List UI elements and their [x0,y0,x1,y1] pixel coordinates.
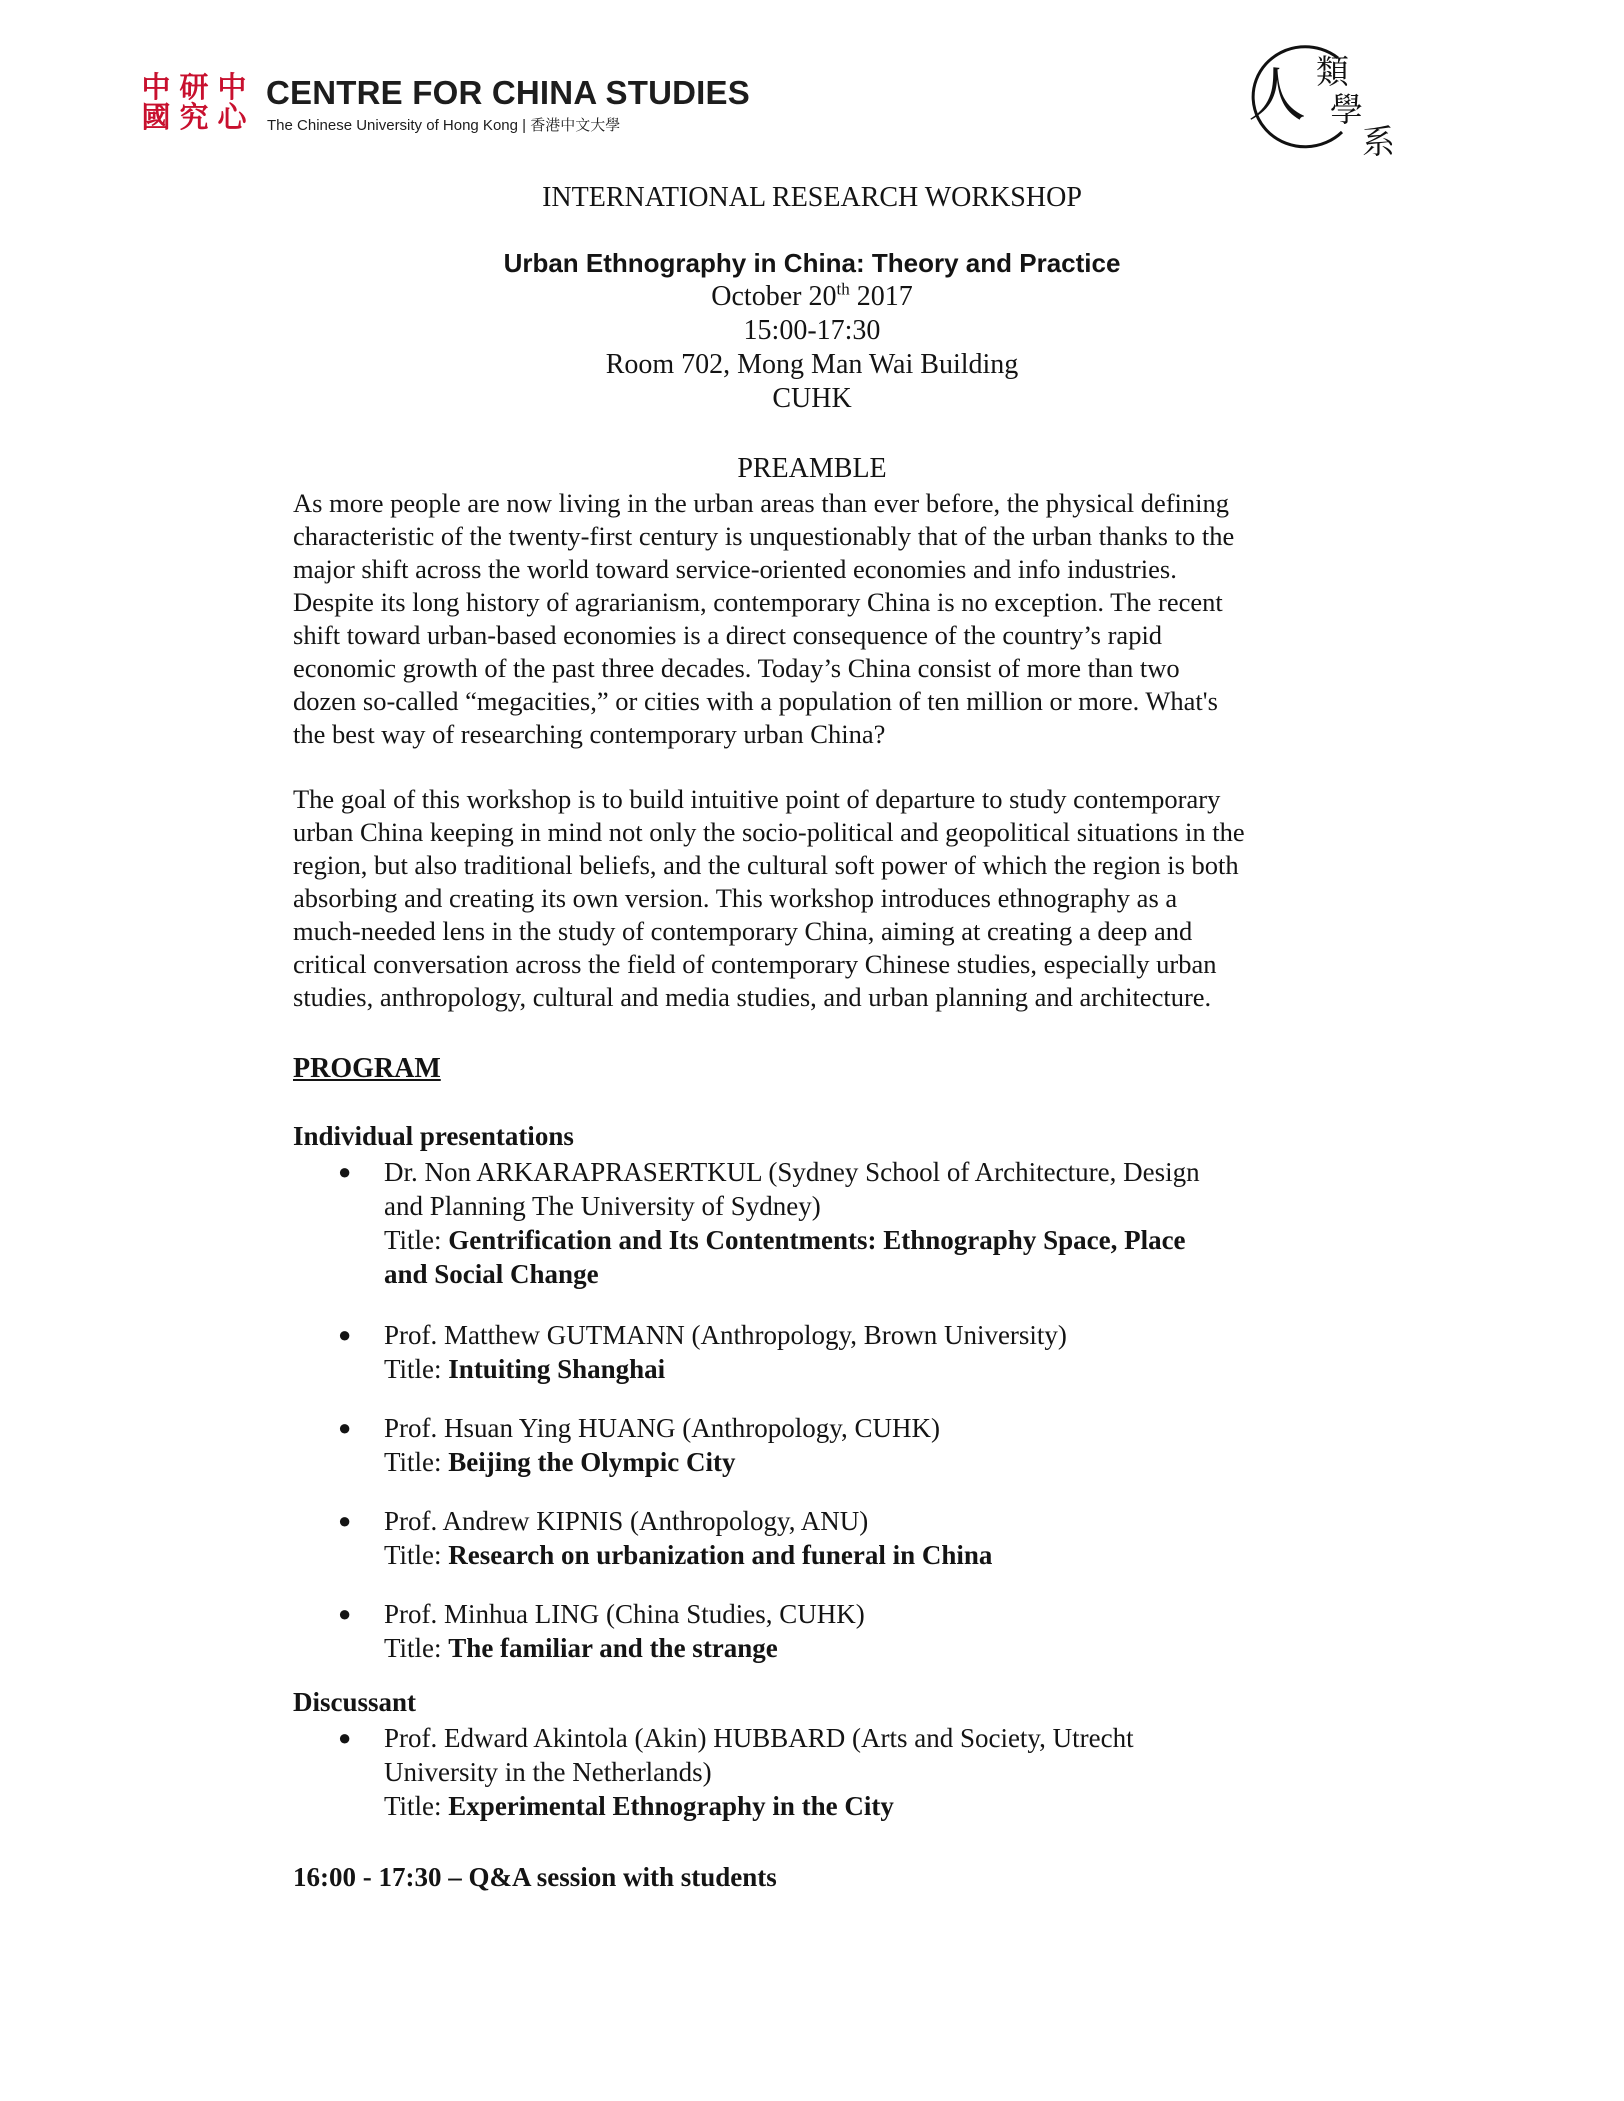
bullet-icon: ● [338,1725,352,1750]
logo-glyph: 系 [1362,122,1395,161]
discussant-heading: Discussant [293,1687,417,1717]
bullet-icon: ● [338,1415,352,1440]
preamble-heading: PREAMBLE [737,453,887,484]
bullet-icon: ● [338,1601,352,1626]
cfcs-logo-mark [137,70,252,134]
workshop-heading: INTERNATIONAL RESEARCH WORKSHOP [542,182,1082,213]
cfcs-logo-name: CENTRE FOR CHINA STUDIES [266,74,750,111]
presenter-name: Dr. Non ARKARAPRASERTKUL (Sydney School of Architecture, Design [384,1157,1200,1187]
workshop-theme: Urban Ethnography in China: Theory and Practice [503,248,1121,278]
workshop-place: CUHK [772,383,852,414]
logo-glyph: 學 [1330,90,1363,129]
paragraph-line: Despite its long history of agrarianism, contemporary China is no exception. The recent [293,587,1223,617]
discussant-name: University in the Netherlands) [384,1757,712,1787]
presentation-title: Title: Beijing the Olympic City [384,1447,736,1477]
presenter-name: Prof. Hsuan Ying HUANG (Anthropology, CUHK) [384,1413,940,1443]
preamble-paragraph-2 [293,783,1363,1014]
presenter-item [338,1318,1384,1386]
logo-glyph: 國 [141,100,171,134]
discussant-item [338,1721,1384,1823]
logo-glyph: 中 [141,70,171,104]
bullet-icon: ● [338,1159,352,1184]
presenter-item [338,1155,1384,1291]
workshop-venue: Room 702, Mong Man Wai Building [605,349,1019,380]
workshop-date: October 20th 2017 [711,279,913,312]
bullet-icon: ● [338,1508,352,1533]
paragraph-line: The goal of this workshop is to build intuitive point of departure to study contemporary [293,784,1221,814]
logo-glyph: 研 [179,70,209,104]
qa-session: 16:00 - 17:30 – Q&A session with students [293,1862,777,1892]
paragraph-line: absorbing and creating its own version. This workshop introduces ethnography as a [293,883,1178,913]
logo-glyph: 人 [1248,61,1307,129]
paragraph-line: studies, anthropology, cultural and media studies, and urban planning and architecture. [293,982,1212,1012]
program-heading: PROGRAM [293,1053,441,1084]
anthropology-logo [1230,40,1420,161]
workshop-time: 15:00-17:30 [743,315,881,346]
presentation-title: Title: Intuiting Shanghai [384,1354,666,1384]
individual-presentations-heading: Individual presentations [293,1121,574,1151]
presenter-item [338,1504,1384,1572]
cfcs-logo-subtitle: The Chinese University of Hong Kong | 香港中文大學 [267,117,621,134]
presentation-title: Title: The familiar and the strange [384,1633,778,1663]
paragraph-line: region, but also traditional beliefs, and the cultural soft power of which the region is both [293,850,1239,880]
presentation-title: and Social Change [384,1259,599,1289]
presenter-name: Prof. Andrew KIPNIS (Anthropology, ANU) [384,1506,869,1536]
preamble-paragraph-1 [293,487,1363,751]
logo-glyph: 心 [217,100,247,134]
paragraph-line: major shift across the world toward service-oriented economies and info industries. [293,554,1177,584]
discussant-name: Prof. Edward Akintola (Akin) HUBBARD (Arts and Society, Utrecht [384,1723,1134,1753]
discussant-title: Title: Experimental Ethnography in the City [384,1791,894,1821]
presenter-item [338,1411,1384,1479]
presenter-name: and Planning The University of Sydney) [384,1191,821,1221]
presenter-name: Prof. Minhua LING (China Studies, CUHK) [384,1599,865,1629]
logo-glyph: 類 [1316,52,1349,91]
paragraph-line: dozen so-called “megacities,” or cities with a population of ten million or more. What's [293,686,1218,716]
paragraph-line: characteristic of the twenty-first century is unquestionably that of the urban thanks to the [293,521,1235,551]
presenter-name: Prof. Matthew GUTMANN (Anthropology, Brown University) [384,1320,1067,1350]
paragraph-line: economic growth of the past three decades. Today’s China consist of more than two [293,653,1180,683]
logo-glyph: 究 [179,100,209,134]
paragraph-line: As more people are now living in the urban areas than ever before, the physical defining [293,488,1230,518]
logo-glyph: 中 [217,70,247,104]
presentation-title: Title: Gentrification and Its Contentments: Ethnography Space, Place [384,1225,1186,1255]
paragraph-line: the best way of researching contemporary urban China? [293,719,886,749]
bullet-icon: ● [338,1322,352,1347]
paragraph-line: much-needed lens in the study of contemporary China, aiming at creating a deep and [293,916,1193,946]
paragraph-line: urban China keeping in mind not only the socio-political and geopolitical situations in the [293,817,1245,847]
paragraph-line: shift toward urban-based economies is a direct consequence of the country’s rapid [293,620,1163,650]
paragraph-line: critical conversation across the field of contemporary Chinese studies, especially urban [293,949,1217,979]
presentation-title: Title: Research on urbanization and funeral in China [384,1540,993,1570]
presenter-item [338,1597,1384,1665]
